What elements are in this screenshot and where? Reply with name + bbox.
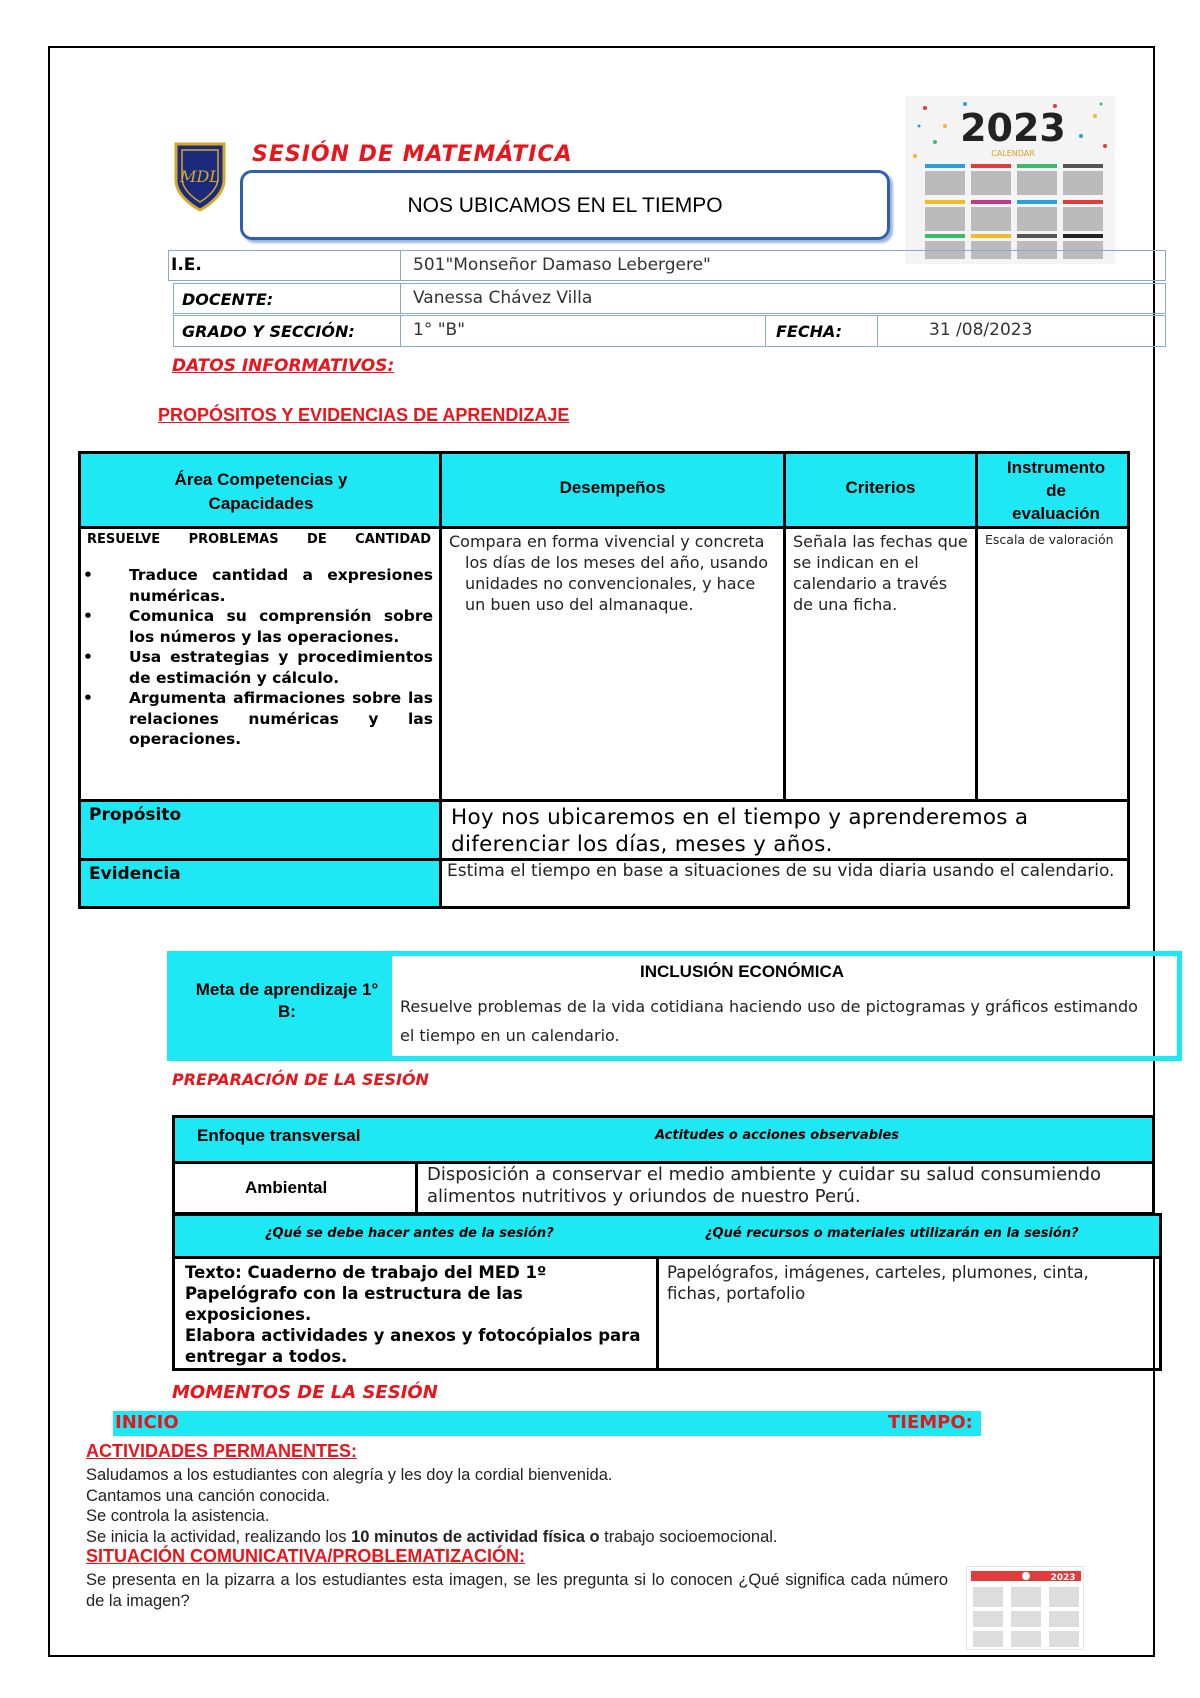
- capacity-item: • Argumenta afirmaciones sobre las relaciones numéricas y las operaciones.: [83, 689, 433, 748]
- enfoque-header-left: Enfoque transversal: [197, 1126, 361, 1145]
- propositos-title: PROPÓSITOS Y EVIDENCIAS DE APRENDIZAJE: [158, 405, 570, 425]
- prep-right-text: Papelógrafos, imágenes, carteles, plumones, cinta, fichas, portafolio: [667, 1263, 1089, 1303]
- info-row-grado: [173, 315, 1166, 347]
- capacity-item: • Traduce cantidad a expresiones numéricas.: [83, 566, 433, 605]
- enfoque-name: Ambiental: [245, 1178, 328, 1197]
- preparacion-title: PREPARACIÓN DE LA SESIÓN: [172, 1070, 429, 1089]
- meta-text: Resuelve problemas de la vida cotidiana haciendo uso de pictogramas y gráficos estimando el tiempo en un calendario.: [400, 997, 1138, 1045]
- evidencia-value: Estima el tiempo en base a situaciones de su vida diaria usando el calendario.: [447, 861, 1115, 881]
- header-criterios: Criterios: [845, 478, 916, 497]
- school-logo: [172, 140, 228, 212]
- prep-left-text: Texto: Cuaderno de trabajo del MED 1º Papelógrafo con la estructura de las exposiciones. Elabora actividades y anexos y fotocópialos para entregar a todos.: [185, 1263, 641, 1366]
- session-name-box: [240, 170, 890, 240]
- session-name: NOS UBICAMOS EN EL TIEMPO: [407, 194, 723, 217]
- proposito-label: Propósito: [89, 805, 182, 825]
- calendar-sub: CALENDAR: [991, 149, 1035, 158]
- header-desempenos: Desempeños: [559, 478, 666, 497]
- situacion-text: Se presenta en la pizarra a los estudiantes esta imagen, se les pregunta si lo conocen ¿Qué significa cada número de la imagen?: [86, 1571, 948, 1610]
- inicio-bar: [113, 1411, 981, 1436]
- fecha-value: 31 /08/2023: [929, 320, 1033, 340]
- desempenos-text: Compara en forma vivencial y concreta los días de los meses del año, usando unidades no convencionales, y hace un buen uso del almanaque.: [449, 532, 769, 614]
- momentos-title: MOMENTOS DE LA SESIÓN: [172, 1382, 438, 1403]
- criterios-text: Señala las fechas que se indican en el calendario a través de una ficha.: [793, 532, 968, 614]
- small-calendar-image: [966, 1566, 1084, 1650]
- grado-label: GRADO Y SECCIÓN:: [182, 322, 355, 341]
- header-area: Área Competencias y Capacidades: [174, 470, 348, 513]
- prep-table: [172, 1213, 1162, 1371]
- fecha-label: FECHA:: [776, 322, 843, 341]
- meta-label-box: [167, 951, 392, 1061]
- capacity-item: • Comunica su comprensión sobre los números y las operaciones.: [83, 607, 433, 646]
- calendar-year: 2023: [960, 106, 1066, 150]
- calendar-image: [905, 96, 1115, 264]
- enfoque-text: Disposición a conservar el medio ambiente y cuidar su salud consumiendo alimentos nutritivos y oriundos de nuestro Perú.: [427, 1164, 1102, 1207]
- actividades-title: ACTIVIDADES PERMANENTES:: [86, 1441, 358, 1461]
- activity-line: Se controla la asistencia.: [86, 1507, 270, 1525]
- situacion-title: SITUACIÓN COMUNICATIVA/PROBLEMATIZACIÓN:: [86, 1546, 525, 1566]
- instrumento-text: Escala de valoración: [985, 532, 1114, 547]
- docente-value: Vanessa Chávez Villa: [413, 288, 593, 308]
- meta-label: Meta de aprendizaje 1° B:: [195, 980, 379, 1021]
- capacities-list: [81, 565, 433, 750]
- session-title: SESIÓN DE MATEMÁTICA: [252, 142, 573, 167]
- purpose-table: [78, 451, 1130, 909]
- svg-text:MDL: MDL: [180, 167, 220, 186]
- tiempo-label: TIEMPO:: [888, 1412, 973, 1433]
- enfoque-header-right: Actitudes o acciones observables: [655, 1128, 900, 1143]
- capacity-item: • Usa estrategias y procedimientos de estimación y cálculo.: [83, 648, 433, 687]
- enfoque-table: [172, 1115, 1155, 1215]
- grado-value: 1° "B": [413, 320, 466, 340]
- activity-line: Se inicia la actividad, realizando los 10 minutos de actividad física o trabajo socioemocional.: [86, 1527, 778, 1546]
- meta-title: INCLUSIÓN ECONÓMICA: [640, 962, 844, 981]
- docente-label: DOCENTE:: [182, 290, 274, 309]
- prep-header-left: ¿Qué se debe hacer antes de la sesión?: [265, 1226, 554, 1241]
- actividades-list: [86, 1465, 778, 1547]
- info-row-ie: [168, 250, 1166, 281]
- competency-title: RESUELVE PROBLEMAS DE CANTIDAD: [87, 532, 431, 547]
- info-row-docente: [173, 283, 1166, 314]
- proposito-value: Hoy nos ubicaremos en el tiempo y aprenderemos a diferenciar los días, meses y años.: [451, 805, 1029, 857]
- prep-header-right: ¿Qué recursos o materiales utilizarán en la sesión?: [705, 1226, 1079, 1241]
- meta-content-box: [392, 951, 1182, 1061]
- evidencia-label: Evidencia: [89, 864, 181, 884]
- header-instrumento: Instrumento de evaluación: [1006, 458, 1106, 523]
- ie-label: I.E.: [171, 255, 202, 275]
- small-calendar-year: 2023: [1050, 1573, 1076, 1583]
- inicio-label: INICIO: [115, 1412, 179, 1433]
- activity-line: Saludamos a los estudiantes con alegría y les doy la cordial bienvenida.: [86, 1466, 613, 1484]
- datos-informativos-title: DATOS INFORMATIVOS:: [172, 356, 395, 376]
- ie-value: 501"Monseñor Damaso Lebergere": [413, 255, 711, 275]
- activity-line: Cantamos una canción conocida.: [86, 1486, 330, 1505]
